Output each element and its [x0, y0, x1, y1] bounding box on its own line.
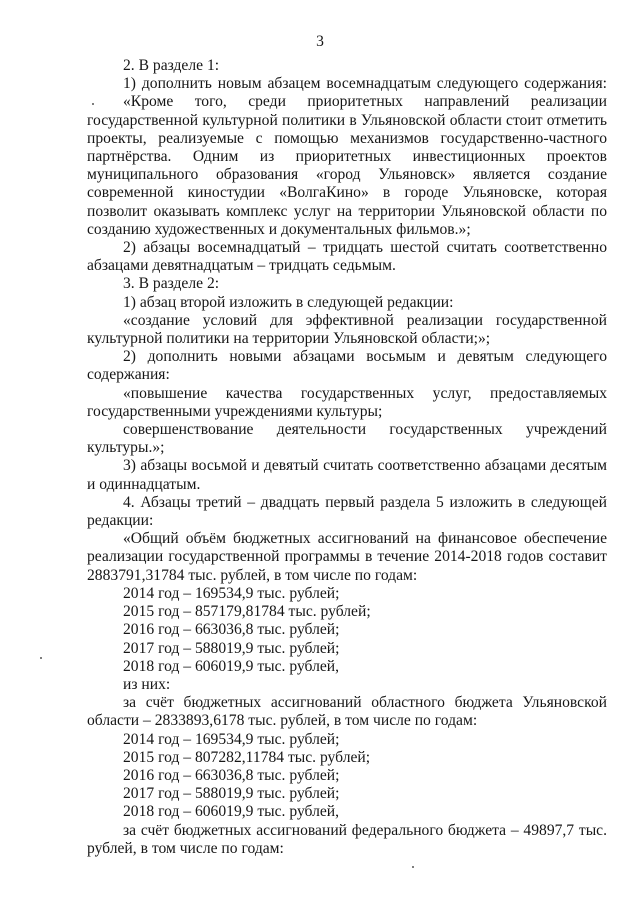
page-number: 3 — [316, 33, 324, 50]
total-year-2016: 2016 год – 663036,8 тыс. рублей; — [123, 621, 340, 639]
section-2-item-2: 2) абзацы восемнадцатый – тридцать шестой считать соответственно абзацами девятнадцатым – тридцать седьмым. — [87, 239, 607, 275]
section-3-item-1: 1) абзац второй изложить в следующей редакции: — [123, 293, 454, 311]
regional-year-2017: 2017 год – 588019,9 тыс. рублей; — [123, 785, 340, 803]
scan-speck — [40, 657, 42, 659]
section-4-heading: 4. Абзацы третий – двадцать первый раздела 5 изложить в следующей редакции: — [87, 493, 607, 530]
document-body — [87, 57, 607, 858]
regional-year-2016: 2016 год – 663036,8 тыс. рублей; — [123, 766, 340, 784]
section-3-item-2-quote-1: «повышение качества государственных услуг, предоставляемых государственными учреждениями культуры; — [87, 384, 607, 420]
total-year-2014: 2014 год – 169534,9 тыс. рублей; — [123, 584, 340, 602]
total-year-2018: 2018 год – 606019,9 тыс. рублей, — [123, 657, 340, 675]
section-3-heading: 3. В разделе 2: — [123, 275, 220, 293]
total-year-2017: 2017 год – 588019,9 тыс. рублей; — [123, 639, 340, 657]
section-3-item-1-quote: «создание условий для эффективной реализации государственной культурной политики на территории Ульяновской области;»; — [87, 311, 607, 348]
regional-year-2015: 2015 год – 807282,11784 тыс. рублей; — [123, 748, 371, 766]
of-them-label: из них: — [123, 675, 171, 693]
federal-budget-intro: за счёт бюджетных ассигнований федерального бюджета – 49897,7 тыс. рублей, в том числе по годам: — [87, 821, 607, 857]
scan-speck — [412, 866, 414, 868]
regional-year-2018: 2018 год – 606019,9 тыс. рублей, — [123, 803, 340, 821]
regional-budget-intro: за счёт бюджетных ассигнований областного бюджета Ульяновской области – 2833893,6178 тыс. рублей, в том числе по годам: — [87, 694, 607, 730]
section-2-heading: 2. В разделе 1: — [123, 57, 220, 74]
section-3-item-2-quote-2: совершенствование деятельности государственных учреждений культуры.»; — [87, 421, 607, 457]
section-3-item-2: 2) дополнить новыми абзацами восьмым и девятым следующего содержания: — [87, 348, 607, 384]
section-2-item-1: 1) дополнить новым абзацем восемнадцатым следующего содержания: — [123, 75, 607, 93]
regional-year-2014: 2014 год – 169534,9 тыс. рублей; — [123, 730, 340, 748]
section-2-item-1-quote: «Кроме того, среди приоритетных направлений реализации государственной культурной политики в Ульяновской области стоит отметить проекты, реализуемые с помощью механизмов государственно-частного партнёрства. Одним из приоритетных инвестиционных проектов муниципального образования «город Ульяновск» является создание современной киностудии «ВолгаКино» в городе Ульяновске, которая позволит оказывать комплекс услуг на территории Ульяновской области по созданию художественных и документальных фильмов.»; — [87, 93, 607, 238]
section-3-item-3: 3) абзацы восьмой и девятый считать соответственно абзацами десятым и одиннадцатым. — [87, 457, 607, 493]
section-4-quote: «Общий объём бюджетных ассигнований на финансовое обеспечение реализации государственной программы в течение 2014-2018 годов составит 2883791,31784 тыс. рублей, в том числе по годам: — [87, 530, 607, 584]
total-year-2015: 2015 год – 857179,81784 тыс. рублей; — [123, 603, 371, 621]
